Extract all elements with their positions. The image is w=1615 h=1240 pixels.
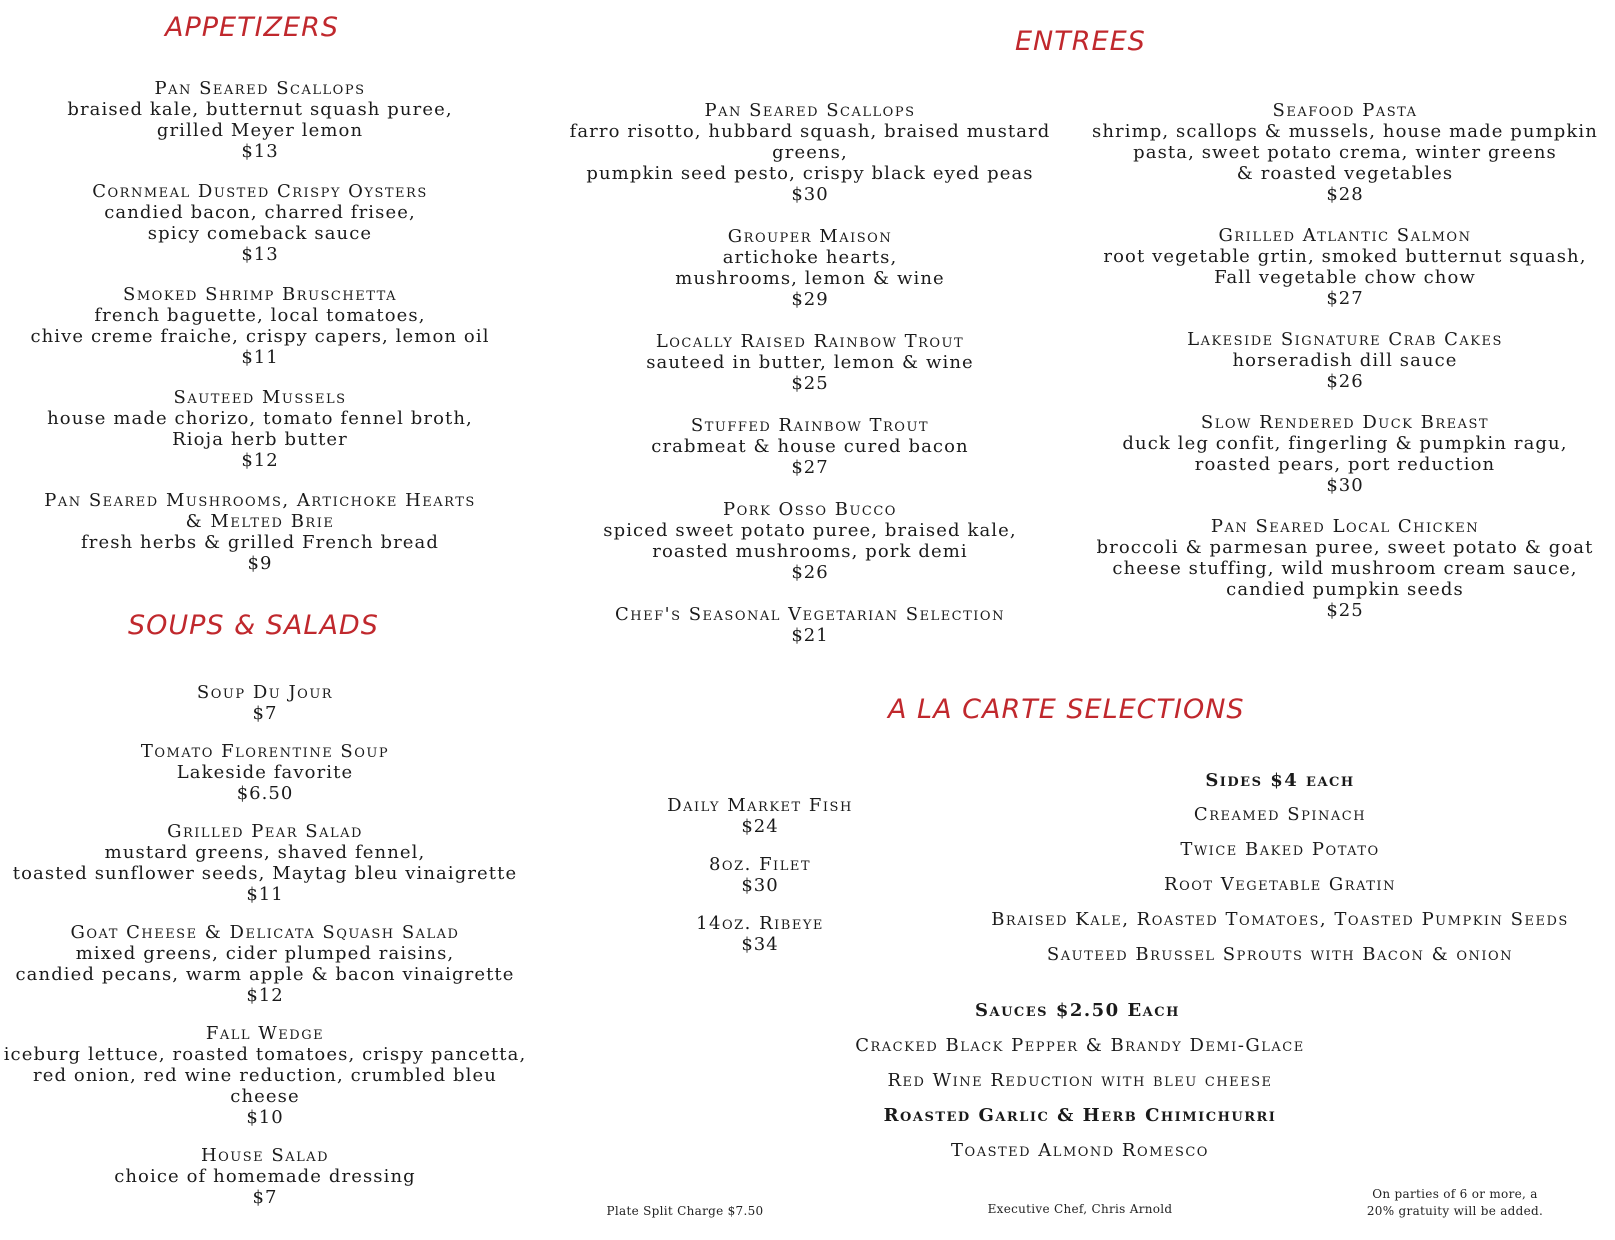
sides-heading: Sides $4 each bbox=[1205, 770, 1355, 791]
menu-item-description: house made chorizo, tomato fennel broth, Rioja herb butter bbox=[47, 408, 473, 450]
menu-item bbox=[560, 499, 1060, 583]
menu-item-description: farro risotto, hubbard squash, braised mustard greens, pumpkin seed pesto, crispy black eyed peas bbox=[569, 121, 1051, 184]
menu-item-description: broccoli & parmesan puree, sweet potato & goat cheese stuffing, wild mushroom cream sauce, candied pumpkin seeds bbox=[1096, 537, 1594, 600]
sides-list bbox=[960, 804, 1600, 966]
a-la-carte-option: Toasted Almond Romesco bbox=[951, 1140, 1209, 1161]
menu-item bbox=[0, 78, 520, 162]
menu-item-name: Cornmeal Dusted Crispy Oysters bbox=[92, 181, 428, 202]
menu-item-name: Pan Seared Local Chicken bbox=[1210, 516, 1480, 537]
menu-item-description: spiced sweet potato puree, braised kale, roasted mushrooms, pork demi bbox=[603, 520, 1017, 562]
menu-item-name: Grilled Pear Salad bbox=[167, 821, 363, 842]
menu-item bbox=[1085, 100, 1605, 205]
menu-item-name: Goat Cheese & Delicata Squash Salad bbox=[70, 922, 460, 943]
a-la-carte-option: Cracked Black Pepper & Brandy Demi-Glace bbox=[855, 1035, 1305, 1056]
menu-item bbox=[620, 795, 900, 837]
a-la-carte-option: Roasted Garlic & Herb Chimichurri bbox=[883, 1105, 1277, 1126]
sides-section bbox=[960, 770, 1600, 979]
a-la-carte-option: Sauteed Brussel Sprouts with Bacon & onion bbox=[1046, 944, 1514, 965]
menu-item-price: $11 bbox=[246, 884, 284, 905]
menu-item bbox=[1085, 412, 1605, 496]
a-la-carte-option: Root Vegetable Gratin bbox=[1164, 874, 1396, 895]
menu-item-name: Chef's Seasonal Vegetarian Selection bbox=[615, 604, 1005, 625]
menu-item-name: Soup Du Jour bbox=[196, 682, 334, 703]
soups-salads-list bbox=[0, 682, 530, 1225]
menu-item bbox=[0, 284, 520, 368]
menu-item-description: braised kale, butternut squash puree, grilled Meyer lemon bbox=[67, 99, 453, 141]
entrees-right-list bbox=[1085, 100, 1605, 641]
menu-item-description: french baguette, local tomatoes, chive creme fraiche, crispy capers, lemon oil bbox=[30, 305, 490, 347]
menu-item-price: $7 bbox=[252, 703, 278, 724]
menu-item bbox=[560, 226, 1060, 310]
a-la-carte-option: Braised Kale, Roasted Tomatoes, Toasted Pumpkin Seeds bbox=[991, 909, 1569, 930]
menu-item-name: 14oz. Ribeye bbox=[696, 913, 824, 934]
menu-item-description: sauteed in butter, lemon & wine bbox=[646, 352, 974, 373]
menu-item-price: $6.50 bbox=[236, 783, 294, 804]
entrees-heading: ENTREES bbox=[1015, 26, 1146, 57]
menu-item bbox=[0, 682, 530, 724]
a-la-carte-list bbox=[620, 795, 900, 972]
menu-item-price: $7 bbox=[252, 1187, 278, 1208]
menu-item bbox=[1085, 225, 1605, 309]
menu-item-price: $26 bbox=[791, 562, 829, 583]
menu-item bbox=[0, 1145, 530, 1208]
menu-item-description: Lakeside favorite bbox=[176, 762, 354, 783]
menu-item-name: Fall Wedge bbox=[205, 1023, 325, 1044]
menu-item-name: Smoked Shrimp Bruschetta bbox=[123, 284, 397, 305]
menu-item bbox=[0, 821, 530, 905]
menu-item-price: $30 bbox=[791, 184, 829, 205]
menu-item-price: $10 bbox=[246, 1107, 284, 1128]
menu-item-price: $9 bbox=[247, 553, 273, 574]
menu-item-price: $26 bbox=[1326, 371, 1364, 392]
menu-item bbox=[1085, 329, 1605, 392]
menu-item-price: $24 bbox=[741, 816, 779, 837]
a-la-carte-heading: A LA CARTE SELECTIONS bbox=[888, 694, 1245, 725]
menu-item-name: House Salad bbox=[200, 1145, 330, 1166]
menu-item bbox=[560, 100, 1060, 205]
menu-item-name: Grilled Atlantic Salmon bbox=[1218, 225, 1472, 246]
menu-item-price: $12 bbox=[246, 985, 284, 1006]
menu-item-description: artichoke hearts, mushrooms, lemon & wine bbox=[675, 247, 945, 289]
menu-item-name: Locally Raised Rainbow Trout bbox=[655, 331, 965, 352]
menu-item-name: Daily Market Fish bbox=[667, 795, 853, 816]
appetizers-list bbox=[0, 78, 520, 593]
menu-item-price: $34 bbox=[741, 934, 779, 955]
menu-item-description: choice of homemade dressing bbox=[114, 1166, 416, 1187]
menu-item bbox=[0, 1023, 530, 1128]
menu-item-description: mustard greens, shaved fennel, toasted sunflower seeds, Maytag bleu vinaigrette bbox=[12, 842, 518, 884]
menu-item bbox=[620, 913, 900, 955]
menu-item-name: Seafood Pasta bbox=[1272, 100, 1418, 121]
menu-item-price: $11 bbox=[241, 347, 279, 368]
executive-chef-note: Executive Chef, Chris Arnold bbox=[987, 1202, 1173, 1216]
a-la-carte-option: Creamed Spinach bbox=[1193, 804, 1367, 825]
menu-item-price: $30 bbox=[1326, 475, 1364, 496]
menu-item-price: $27 bbox=[1326, 288, 1364, 309]
menu-item-description: crabmeat & house cured bacon bbox=[651, 436, 969, 457]
soups-salads-heading: SOUPS & SALADS bbox=[128, 610, 379, 641]
gratuity-note: On parties of 6 or more, a 20% gratuity will be added. bbox=[1366, 1187, 1544, 1218]
menu-item-description: root vegetable grtin, smoked butternut squash, Fall vegetable chow chow bbox=[1103, 246, 1587, 288]
menu-item-name: Sauteed Mussels bbox=[173, 387, 347, 408]
menu-item-description: fresh herbs & grilled French bread bbox=[80, 532, 439, 553]
menu-item-price: $30 bbox=[741, 875, 779, 896]
menu-item-description: mixed greens, cider plumped raisins, candied pecans, warm apple & bacon vinaigrette bbox=[15, 943, 515, 985]
menu-item bbox=[560, 415, 1060, 478]
menu-item-price: $13 bbox=[241, 141, 279, 162]
appetizers-heading: APPETIZERS bbox=[165, 12, 340, 43]
menu-item bbox=[0, 490, 520, 574]
menu-item-description: shrimp, scallops & mussels, house made pumpkin pasta, sweet potato crema, winter greens & roasted vegetables bbox=[1092, 121, 1598, 184]
entrees-left-list bbox=[560, 100, 1060, 667]
menu-item-name: Tomato Florentine Soup bbox=[140, 741, 390, 762]
menu-item bbox=[0, 741, 530, 804]
menu-item-price: $28 bbox=[1326, 184, 1364, 205]
menu-item-description: duck leg confit, fingerling & pumpkin ragu, roasted pears, port reduction bbox=[1122, 433, 1568, 475]
sauces-heading: Sauces $2.50 Each bbox=[975, 1000, 1180, 1021]
menu-item-price: $21 bbox=[791, 625, 829, 646]
menu-item-price: $25 bbox=[791, 373, 829, 394]
menu-item bbox=[0, 922, 530, 1006]
menu-item-name: Grouper Maison bbox=[727, 226, 893, 247]
menu-item-price: $25 bbox=[1326, 600, 1364, 621]
menu-item bbox=[560, 331, 1060, 394]
menu-item-name: Pan Seared Scallops bbox=[154, 78, 366, 99]
sauces-list bbox=[830, 1000, 1330, 1162]
plate-split-note: Plate Split Charge $7.50 bbox=[606, 1204, 764, 1218]
menu-item-price: $29 bbox=[791, 289, 829, 310]
menu-item bbox=[0, 181, 520, 265]
menu-item-price: $12 bbox=[241, 450, 279, 471]
menu-item bbox=[0, 387, 520, 471]
menu-item bbox=[1085, 516, 1605, 621]
menu-item-name: 8oz. Filet bbox=[708, 854, 811, 875]
menu-item-name: Stuffed Rainbow Trout bbox=[690, 415, 930, 436]
menu-item-description: horseradish dill sauce bbox=[1232, 350, 1458, 371]
a-la-carte-option: Red Wine Reduction with bleu cheese bbox=[887, 1070, 1273, 1091]
menu-item-description: candied bacon, charred frisee, spicy comeback sauce bbox=[104, 202, 416, 244]
menu-item bbox=[620, 854, 900, 896]
menu-item bbox=[560, 604, 1060, 646]
a-la-carte-option: Twice Baked Potato bbox=[1180, 839, 1380, 860]
sauces-section bbox=[830, 1000, 1330, 1175]
menu-item-price: $27 bbox=[791, 457, 829, 478]
menu-item-description: iceburg lettuce, roasted tomatoes, crispy pancetta, red onion, red wine reduction, crumbled bleu cheese bbox=[3, 1044, 527, 1107]
menu-item-name: Pork Osso Bucco bbox=[723, 499, 897, 520]
menu-item-price: $13 bbox=[241, 244, 279, 265]
menu-item-name: Pan Seared Scallops bbox=[704, 100, 916, 121]
menu-item-name: Slow Rendered Duck Breast bbox=[1200, 412, 1490, 433]
menu-item-name: Pan Seared Mushrooms, Artichoke Hearts & Melted Brie bbox=[44, 490, 476, 532]
menu-item-name: Lakeside Signature Crab Cakes bbox=[1187, 329, 1503, 350]
